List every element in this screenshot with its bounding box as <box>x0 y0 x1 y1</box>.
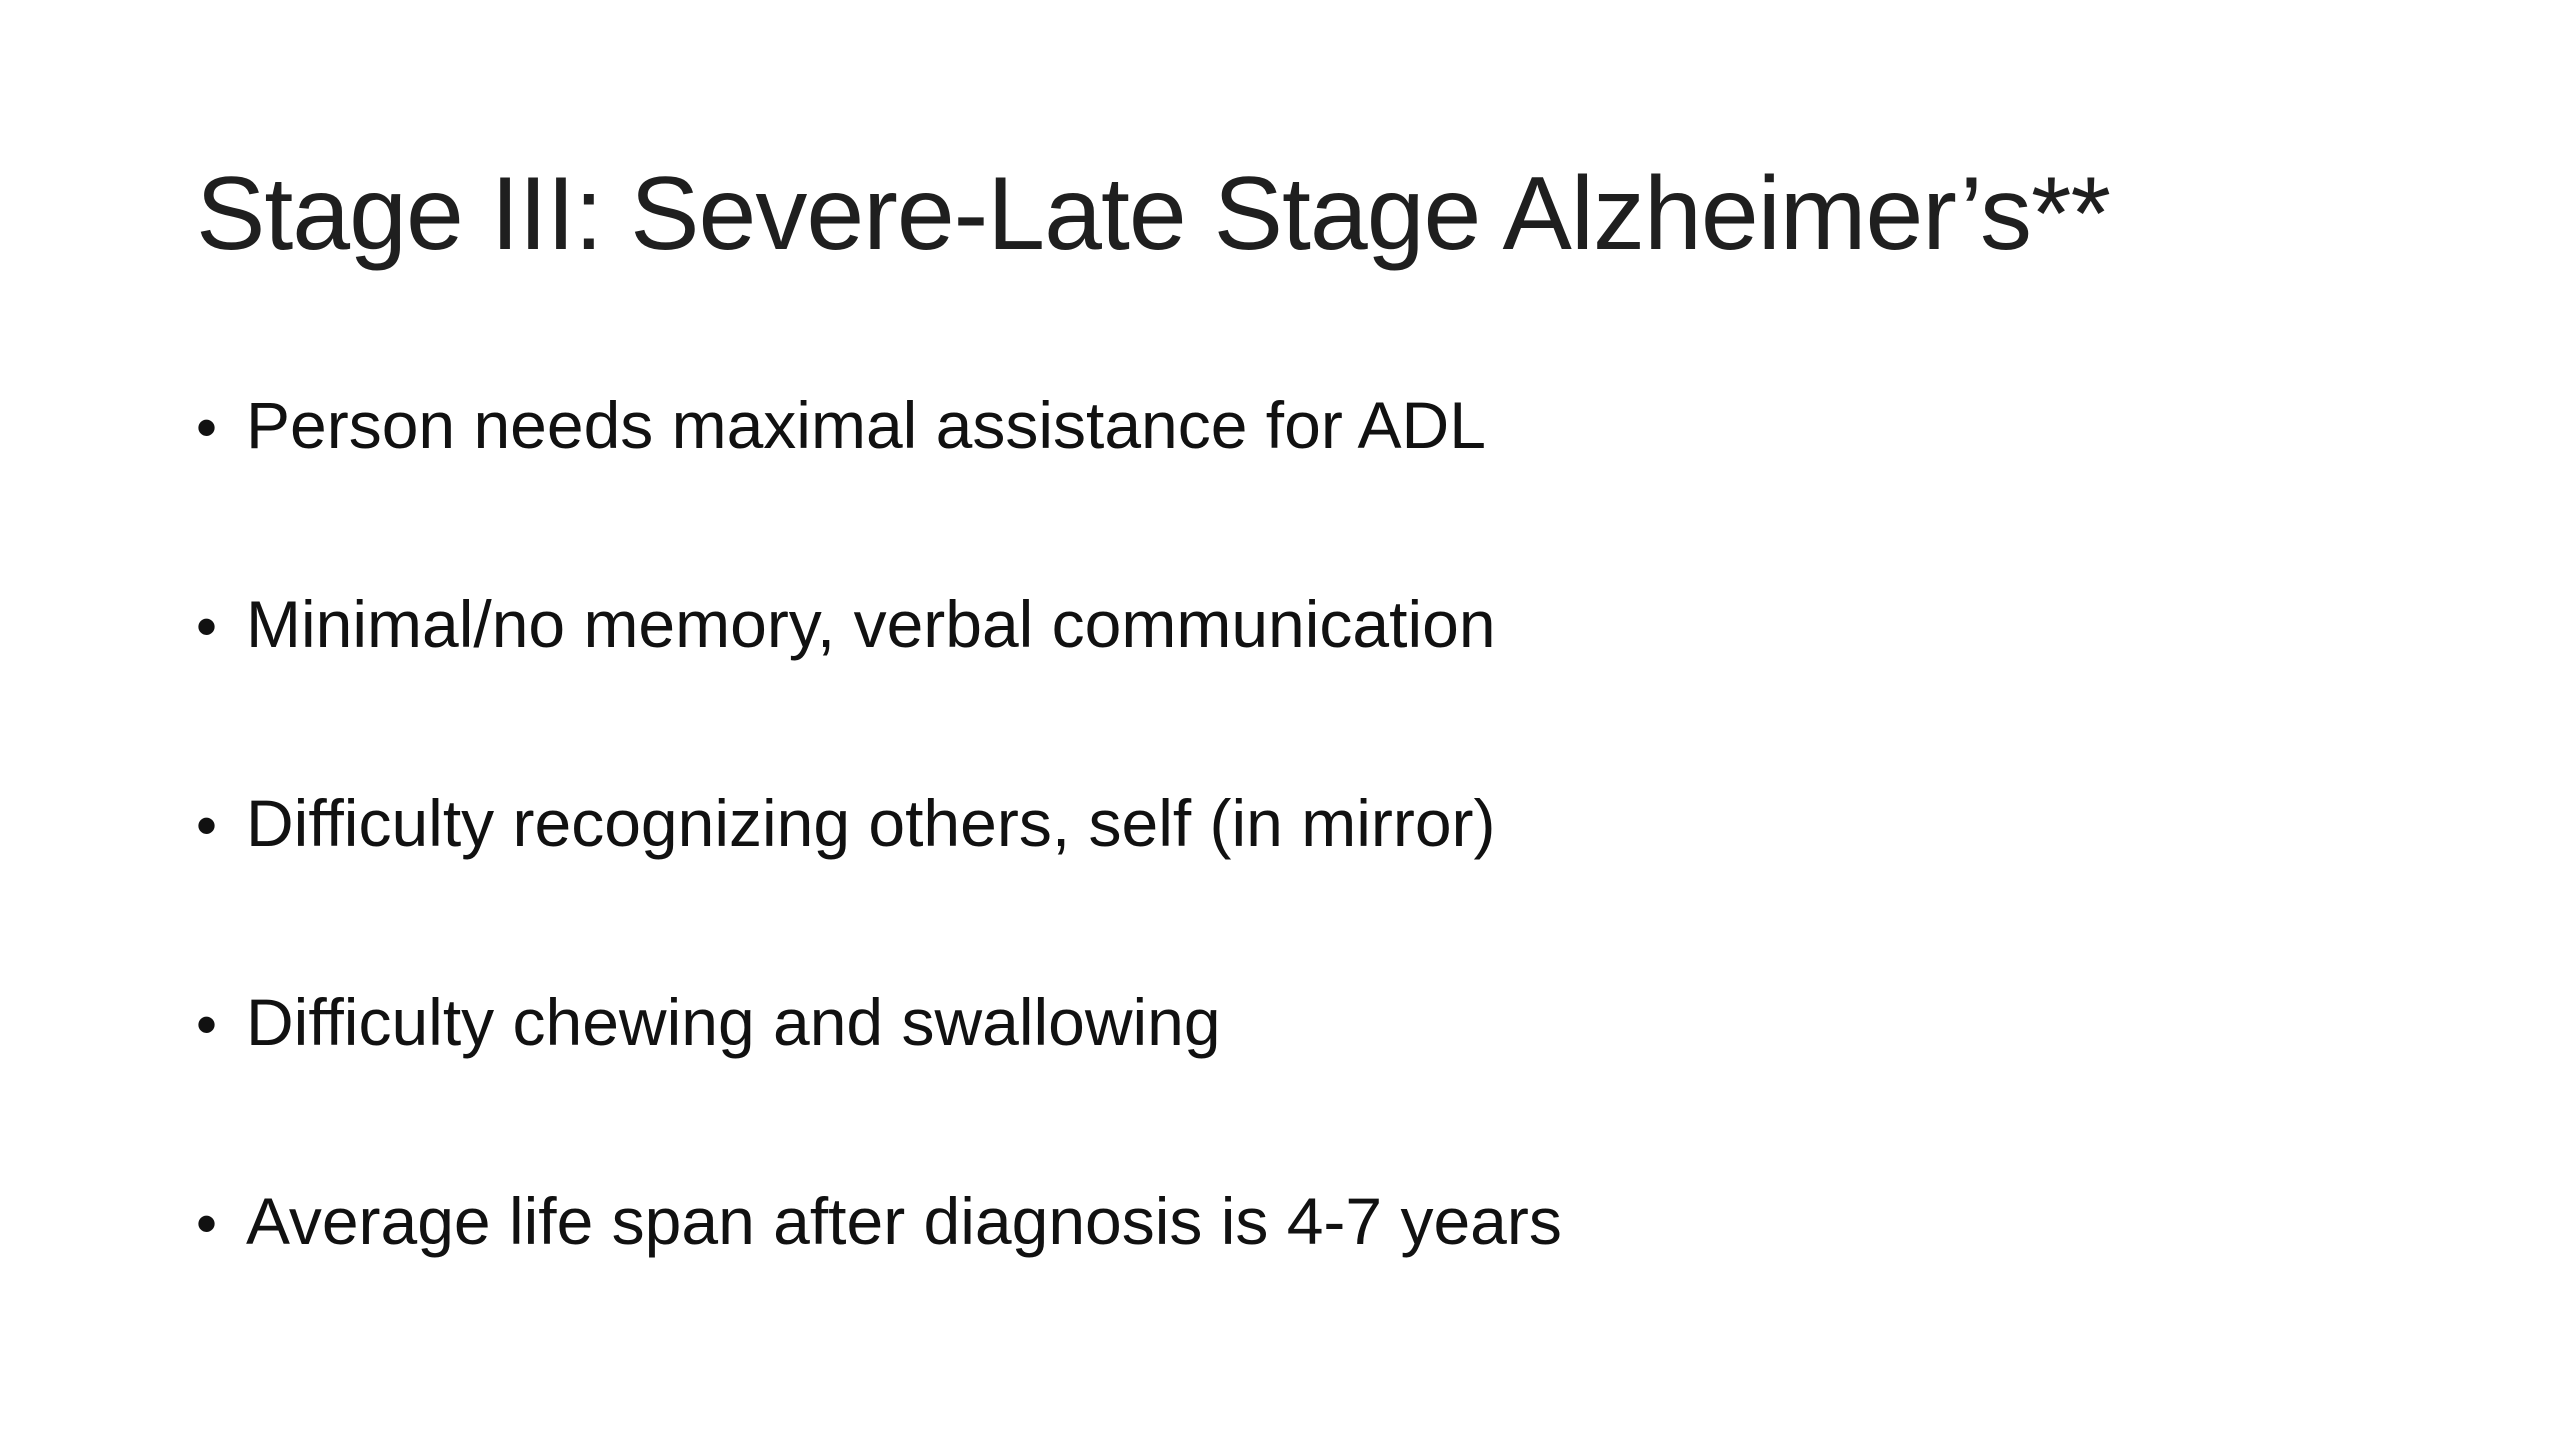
bullet-text: Difficulty chewing and swallowing <box>246 985 1221 1059</box>
bullet-item <box>196 778 2296 977</box>
bullet-item <box>196 579 2296 778</box>
bullet-icon: • <box>196 394 218 461</box>
bullet-item <box>196 977 2296 1176</box>
bullet-text: Average life span after diagnosis is 4-7 years <box>246 1184 1562 1258</box>
bullet-item <box>196 380 2296 579</box>
bullet-list <box>196 380 2296 1375</box>
bullet-icon: • <box>196 1190 218 1257</box>
slide-title: Stage III: Severe-Late Stage Alzheimer’s** <box>196 156 2110 272</box>
bullet-item <box>196 1176 2296 1375</box>
bullet-icon: • <box>196 593 218 660</box>
bullet-icon: • <box>196 991 218 1058</box>
bullet-text: Person needs maximal assistance for ADL <box>246 388 1486 462</box>
bullet-text: Minimal/no memory, verbal communication <box>246 587 1496 661</box>
bullet-text: Difficulty recognizing others, self (in mirror) <box>246 786 1496 860</box>
bullet-icon: • <box>196 792 218 859</box>
